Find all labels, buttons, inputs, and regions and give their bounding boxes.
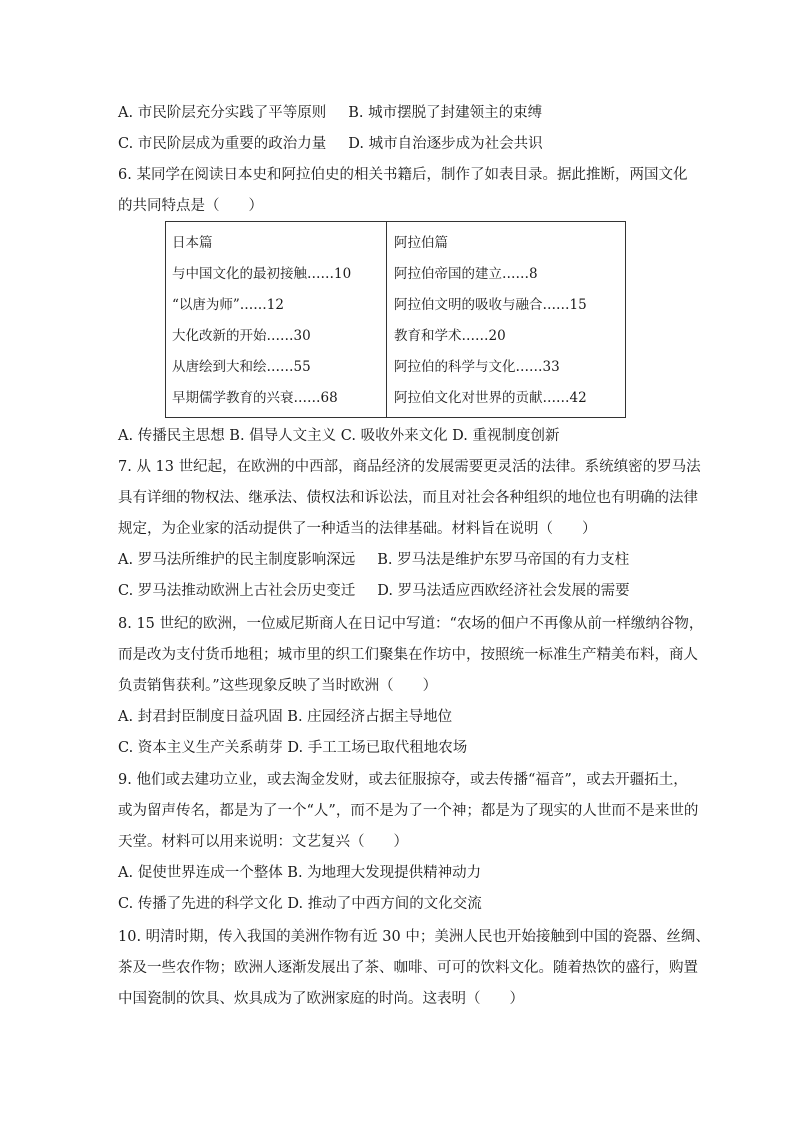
q9-options-row2: C. 传播了先进的科学文化 D. 推动了中西方间的文化交流	[118, 896, 482, 912]
table-divider	[386, 221, 387, 418]
q9-stem-line2: 或为留声传名，都是为了一个“人”，而不是为了一个神；都是为了现实的人世而不是来世的	[118, 803, 699, 819]
table-left-header: 日本篇	[172, 235, 213, 251]
q7-stem-line1: 7. 从 13 世纪起，在欧洲的中西部，商品经济的发展需要更灵活的法律。系统缜密的罗马法	[118, 459, 701, 475]
q10-stem-line3: 中国瓷制的饮具、炊具成为了欧洲家庭的时尚。这表明（ ）	[118, 991, 524, 1007]
q6-stem-line1: 6. 某同学在阅读日本史和阿拉伯史的相关书籍后，制作了如表目录。据此推断，两国文化	[118, 167, 688, 183]
q7-stem-line2: 具有详细的物权法、继承法、债权法和诉讼法，而且对社会各种组织的地位也有明确的法律	[118, 490, 698, 506]
table-right-row: 阿拉伯文明的吸收与融合……15	[394, 297, 587, 313]
q8-stem-line1: 8. 15 世纪的欧洲，一位威尼斯商人在日记中写道：“农场的佃户不再像从前一样缴纳谷物，	[118, 616, 704, 632]
q7-option-a: A. 罗马法所维护的民主制度影响深远	[118, 552, 356, 568]
q10-stem-line2: 茶及一些农作物；欧洲人逐渐发展出了茶、咖啡、可可的饮料文化。随着热饮的盛行，购置	[118, 960, 698, 976]
q5-option-d: D. 城市自治逐步成为社会共识	[348, 136, 543, 152]
table-right-row: 教育和学术……20	[394, 328, 506, 344]
q7-option-b: B. 罗马法是维护东罗马帝国的有力支柱	[377, 552, 630, 568]
q8-stem-line2: 而是改为支付货币地租；城市里的织工们聚集在作坊中，按照统一标准生产精美布料，商人	[118, 647, 698, 663]
q6-options: A. 传播民主思想 B. 倡导人文主义 C. 吸收外来文化 D. 重视制度创新	[118, 428, 560, 444]
table-right-row: 阿拉伯的科学与文化……33	[394, 359, 560, 375]
q6-stem-line2: 的共同特点是（ ）	[118, 198, 263, 214]
table-left-row: “以唐为师”……12	[172, 297, 284, 313]
q7-options-row2	[118, 581, 630, 601]
q9-stem-line1: 9. 他们或去建功立业，或去淘金发财，或去征服掠夺，或去传播“福音”，或去开疆拓土，	[118, 772, 688, 788]
q5-option-b: B. 城市摆脱了封建领主的束缚	[348, 105, 543, 121]
q7-option-d: D. 罗马法适应西欧经济社会发展的需要	[377, 583, 630, 599]
q9-options-row1: A. 促使世界连成一个整体 B. 为地理大发现提供精神动力	[118, 865, 482, 881]
q5-option-c: C. 市民阶层成为重要的政治力量	[118, 136, 327, 152]
q7-stem-line3: 规定，为企业家的活动提供了一种适当的法律基础。材料旨在说明（ ）	[118, 521, 597, 537]
table-left-row: 早期儒学教育的兴衰……68	[172, 390, 338, 406]
table-right-header: 阿拉伯篇	[394, 235, 448, 251]
table-left-row: 大化改新的开始……30	[172, 328, 311, 344]
q10-stem-line1: 10. 明清时期，传入我国的美洲作物有近 30 中；美洲人民也开始接触到中国的瓷器、丝绸、	[118, 929, 710, 945]
q5-option-a: A. 市民阶层充分实践了平等原则	[118, 105, 327, 121]
q5-options-row2	[118, 134, 543, 154]
q8-options-row1: A. 封君封臣制度日益巩固 B. 庄园经济占据主导地位	[118, 709, 453, 725]
q7-option-c: C. 罗马法推动欧洲上古社会历史变迁	[118, 583, 356, 599]
q9-stem-line3: 天堂。材料可以用来说明：文艺复兴（ ）	[118, 834, 408, 850]
table-left-row: 从唐绘到大和绘……55	[172, 359, 311, 375]
table-left-row: 与中国文化的最初接触……10	[172, 266, 352, 282]
q8-options-row2: C. 资本主义生产关系萌芽 D. 手工工场已取代租地农场	[118, 740, 468, 756]
q7-options-row1	[118, 550, 629, 570]
table-right-row: 阿拉伯文化对世界的贡献……42	[394, 390, 587, 406]
table-right-row: 阿拉伯帝国的建立……8	[394, 266, 538, 282]
q5-options-row1	[118, 103, 542, 123]
q8-stem-line3: 负责销售获利。”这些现象反映了当时欧洲（ ）	[118, 678, 438, 694]
